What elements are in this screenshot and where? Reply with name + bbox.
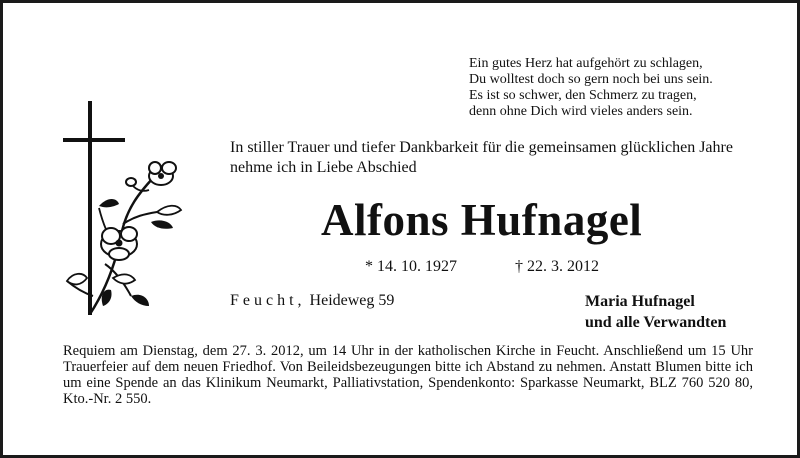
mourner-name: Maria Hufnagel [585,293,695,310]
poem [469,56,713,120]
cross-with-rose-icon [53,96,203,321]
death-date: † 22. 3. 2012 [515,258,599,275]
poem-line: denn ohne Dich wird vieles anders sein. [469,104,693,119]
poem-line: Ein gutes Herz hat aufgehört zu schlagen, [469,56,703,71]
intro-text: In stiller Trauer und tiefer Dankbarkeit für die gemeinsamen glücklichen Jahre nehme ich in Liebe Abschied [230,139,733,176]
service-notice: Requiem am Dienstag, dem 27. 3. 2012, um 14 Uhr in der katholischen Kirche in Feucht. Anschließend um 15 Uhr Trauerfeier auf dem neuen Friedhof. Von Beileidsbezeugungen bitte ich Abstand zu nehmen. Anstatt Blumen bitte ich um eine Spende an das Klinikum Neumarkt, Palliativstation, Spendenkonto: Sparkasse Neumarkt, BLZ 760 520 80, Kto.-Nr. 2 550. [63,343,753,407]
birth-date: * 14. 10. 1927 [365,258,457,275]
address-city: Feucht, [230,292,306,309]
poem-line: Es ist so schwer, den Schmerz zu tragen, [469,88,697,103]
poem-line: Du wolltest doch so gern noch bei uns sein. [469,72,713,87]
mourner-relatives: und alle Verwandten [585,314,727,331]
address [230,292,394,310]
deceased-name: Alfons Hufnagel [321,195,643,245]
address-street: Heideweg 59 [309,292,395,309]
mourners [585,291,726,333]
